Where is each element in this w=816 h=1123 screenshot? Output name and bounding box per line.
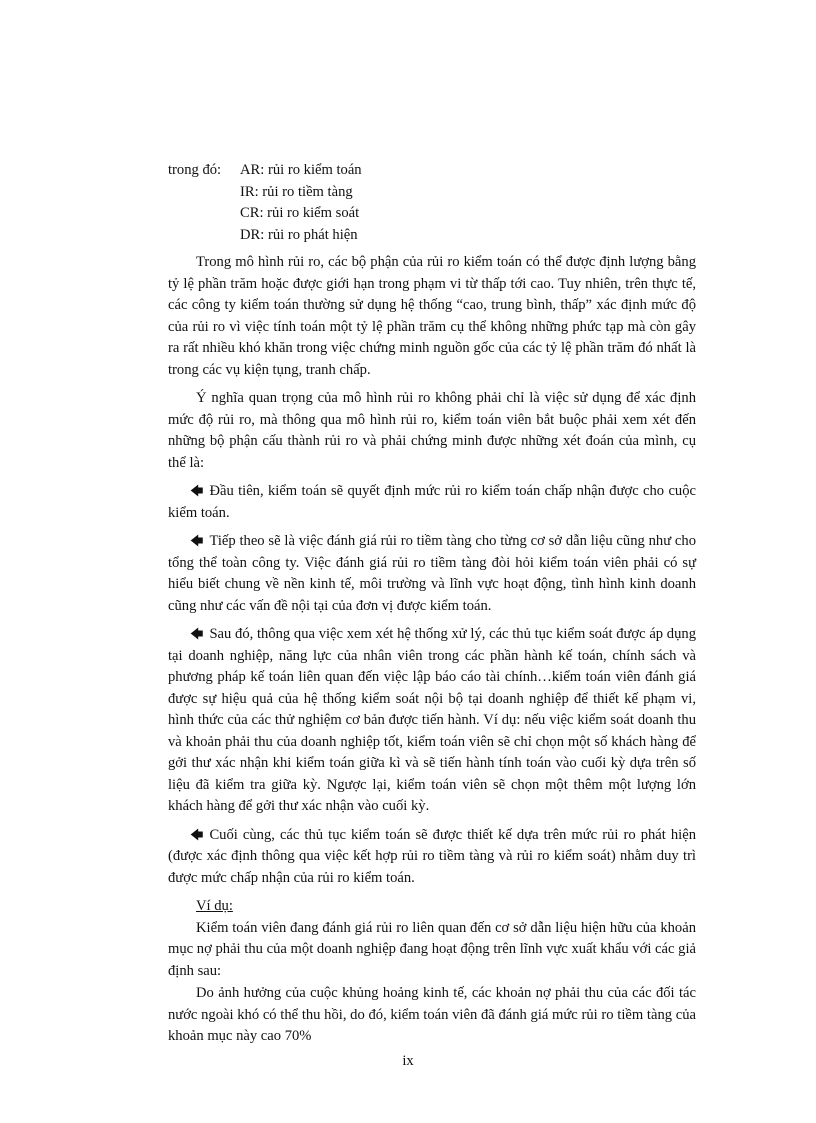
example-paragraph: Kiểm toán viên đang đánh giá rủi ro liên quan đến cơ sở dẫn liệu hiện hữu của khoản mục nợ phải thu của một doanh nghiệp đang hoạt động trên lĩnh vực xuất khẩu với các giả định sau:	[168, 919, 696, 979]
example-paragraph: Do ảnh hưởng của cuộc khủng hoảng kinh tế, các khoản nợ phải thu của các đối tác nước ngoài khó có thể thu hồi, do đó, kiểm toán viên đã đánh giá mức rủi ro tiềm tàng của khoản mục này cao 70%	[168, 985, 696, 1044]
definition-item: CR: rủi ro kiểm soát	[240, 205, 360, 221]
bullet-item	[168, 531, 696, 617]
page-number: ix	[402, 1053, 414, 1069]
arrow-left-icon: 🡄	[190, 627, 204, 642]
definition-row	[168, 182, 696, 204]
bullet-item	[168, 481, 696, 524]
definition-lead: trong đó:	[168, 162, 222, 178]
definition-item: AR: rủi ro kiểm toán	[240, 162, 362, 178]
definition-row	[168, 225, 696, 247]
definition-row	[168, 203, 696, 225]
bullet-text: Cuối cùng, các thủ tục kiểm toán sẽ được thiết kế dựa trên mức rủi ro phát hiện (được xác định thông qua việc kết hợp rủi ro tiềm tàng và rủi ro kiểm soát) nhằm duy trì được mức chấp nhận của rủi ro kiểm toán.	[168, 826, 696, 886]
arrow-left-icon: 🡄	[190, 827, 204, 843]
definition-row	[168, 160, 696, 182]
paragraph: Ý nghĩa quan trọng của mô hình rủi ro không phải chỉ là việc sử dụng để xác định mức độ rủi ro, mà thông qua mô hình rủi ro, kiểm toán viên bắt buộc phải xem xét đến những bộ phận cấu thành rủi ro và phải chứng minh được những xét đoán của mình, cụ thể là:	[168, 390, 696, 471]
definition-list	[168, 160, 696, 246]
definition-item: DR: rủi ro phát hiện	[240, 226, 358, 243]
bullet-text: Đầu tiên, kiểm toán sẽ quyết định mức rủi ro kiểm toán chấp nhận được cho cuộc kiểm toán.	[168, 483, 696, 521]
paragraph: Trong mô hình rủi ro, các bộ phận của rủi ro kiểm toán có thể được định lượng bằng tỷ lệ phần trăm hoặc được giới hạn trong phạm vi từ thấp tới cao. Tuy nhiên, trên thực tế, các công ty kiểm toán thường sử dụng hệ thống “cao, trung bình, thấp” xác định mức độ của rủi ro vì việc tính toán một tỷ lệ phần trăm cụ thể không những phức tạp mà còn gây ra rất nhiều khó khăn trong việc chứng minh nguồn gốc của các tỷ lệ phần trăm đó nhất là trong các vụ kiện tụng, tranh chấp.	[168, 254, 696, 378]
arrow-left-icon: 🡄	[190, 534, 204, 549]
bullet-item	[168, 624, 696, 818]
bullet-text: Sau đó, thông qua việc xem xét hệ thống xử lý, các thủ tục kiểm soát được áp dụng tại doanh nghiệp, năng lực của nhân viên trong các phần hành kế toán, chính sách và phương pháp kế toán liên quan đến việc lập báo cáo tài chính…kiểm toán viên đánh giá được sự hiệu quả của hệ thống kiểm soát nội bộ tại doanh nghiệp để thiết kế phạm vi, hình thức của các thử nghiệm cơ bản được tiến hành. Ví dụ: nếu việc kiểm soát doanh thu và khoản phải thu của doanh nghiệp tốt, kiểm toán viên sẽ chỉ chọn một số khách hàng để gởi thư xác nhận khi kiểm toán giữa kì và sẽ tiến hành tính toán vào cuối kỳ dựa trên số liệu đã kiểm tra giữa kỳ. Ngược lại, kiểm toán viên sẽ chọn một thêm một lượng lớn khách hàng để gởi thư xác nhận vào cuối kỳ.	[168, 626, 696, 814]
definition-item: IR: rủi ro tiềm tàng	[240, 183, 353, 200]
arrow-left-icon: 🡄	[190, 484, 204, 499]
document-body	[168, 160, 696, 1049]
bullet-item	[168, 825, 696, 890]
bullet-text: Tiếp theo sẽ là việc đánh giá rủi ro tiềm tàng cho từng cơ sở dẫn liệu cũng như cho tổng thể toàn công ty. Việc đánh giá rủi ro tiềm tàng đòi hỏi kiểm toán viên phải có sự hiểu biết chung về nền kinh tế, môi trường và lĩnh vực hoạt động, tình hình kinh doanh cũng như các vấn đề nội tại của đơn vị được kiểm toán.	[168, 533, 696, 614]
example-heading: Ví dụ:	[196, 898, 233, 914]
